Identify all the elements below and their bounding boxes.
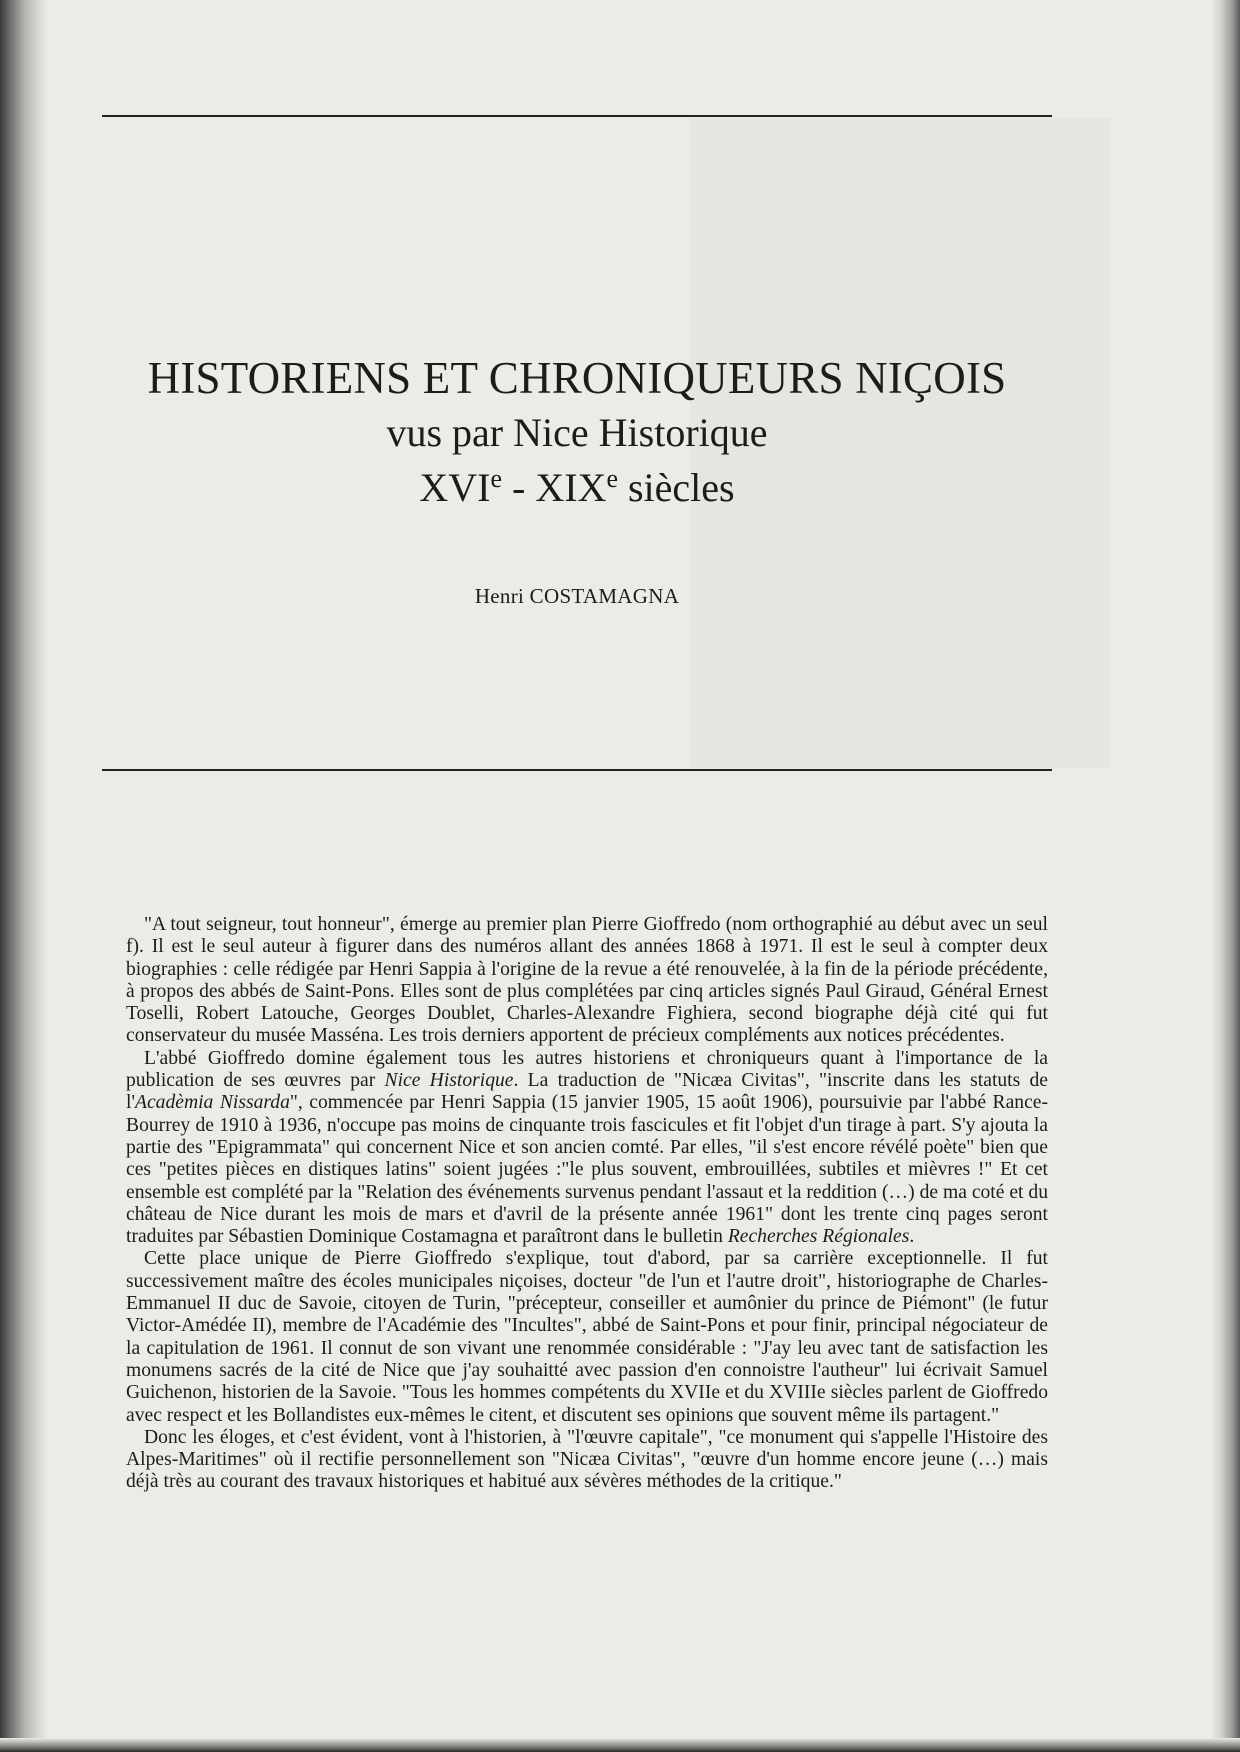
article-body bbox=[126, 914, 1048, 1494]
author-name: Henri COSTAMAGNA bbox=[474, 584, 680, 608]
page-edge-shadow bbox=[1210, 0, 1240, 1752]
paragraph-2-part-a: L'abbé Gioffredo domine également tous les autres historiens et chroniqueurs quant à l'importance de la publication de ses œuvres par bbox=[126, 1047, 1048, 1092]
century-end: XIX bbox=[535, 465, 607, 510]
paragraph-1: "A tout seigneur, tout honneur", émerge au premier plan Pierre Gioffredo (nom orthographié au début avec un seul f). Il est le seul auteur à figurer dans des numéros allant des années 1868 à 1971. Il est le seul à compter deux biographies : celle rédigée par Henri Sappia à l'origine de la revue a été renouvelée, à la fin de la période précédente, à propos des abbés de Saint-Pons. Elles sont de plus complétées par cinq articles signés Paul Giraud, Général Ernest Toselli, Robert Latouche, Georges Doublet, Charles-Alexandre Fighiera, second biographe déjà cité qui fut conservateur du musée Masséna. Les trois derniers apportent de précieux compléments aux notices précédentes. bbox=[126, 914, 1048, 1047]
article-subtitle: vus par Nice Historique bbox=[386, 410, 768, 455]
academy-name-italic: Acadèmia Nissarda bbox=[134, 1092, 290, 1114]
bottom-horizontal-rule bbox=[102, 769, 1052, 771]
paragraph-4: Donc les éloges, et c'est évident, vont à l'historien, à "l'œuvre capitale", "ce monument qui s'appelle l'Histoire des Alpes-Maritimes" où il rectifie personnellement son "Nicæa Civitas", "œuvre d'un homme encore jeune (…) mais déjà très au courant des travaux historiques et habitué aux sévères méthodes de la critique." bbox=[126, 1426, 1048, 1493]
century-separator: - bbox=[502, 465, 536, 510]
title-block bbox=[102, 350, 1052, 516]
article-title: HISTORIENS ET CHRONIQUEURS NIÇOIS bbox=[147, 353, 1007, 403]
century-range bbox=[102, 460, 1052, 516]
paragraph-2-part-c: ", commencée par Henri Sappia (15 janvier 1905, 15 août 1906), poursuivie par l'abbé Rance-Bourrey de 1910 à 1936, n'occupe pas moins de cinquante trois fascicules et fit l'objet d'un tirage à part. S'y ajouta la partie des "Epigrammata" qui concernent Nice et son ancien comté. Par elles, "il s'est encore révélé poète" bien que ces "petites pièces en distiques latins" soient jugées :"le plus souvent, embrouillées, subtiles et mièvres !" Et cet ensemble est complété par la "Relation des événements survenus pendant l'assaut et la reddition (…) de ma coté et du château de Nice durant les mois de mars et d'avril de la présente année 1961" dont les trente cinq pages seront traduites par Sébastien Dominique Costamagna et paraîtront dans le bulletin bbox=[126, 1092, 1049, 1248]
bulletin-title-italic: Recherches Régionales bbox=[727, 1226, 910, 1248]
paragraph-2-part-b: . La traduction de "Nicæa Civitas", "inscrite dans les statuts de l' bbox=[126, 1070, 1049, 1114]
century-end-superscript: e bbox=[606, 464, 618, 493]
page-bottom-edge bbox=[0, 1738, 1240, 1752]
book-gutter-shadow bbox=[0, 0, 48, 1752]
paragraph-3: Cette place unique de Pierre Gioffredo s'explique, tout d'abord, par sa carrière exceptionnelle. Il fut successivement maître des écoles municipales niçoises, docteur "de l'un et l'autre droit", historiographe de Charles-Emmanuel II duc de Savoie, citoyen de Turin, "précepteur, conseiller et aumônier du prince de Piémont" (le futur Victor-Amédée II), membre de l'Académie des "Incultes", abbé de Saint-Pons et pour finir, principal négociateur de la capitulation de 1961. Il connut de son vivant une renommée considérable : "J'ay leu avec tant de satisfaction les monumens sacrés de la cité de Nice que j'ay souhaitté avec passion d'en connoistre l'autheur" lui écrivait Samuel Guichenon, historien de la Savoie. "Tous les hommes compétents du XVIIe et du XVIIIe siècles parlent de Gioffredo avec respect et les Bollandistes eux-mêmes le citent, et discutent ses opinions que souvent même ils partagent." bbox=[126, 1248, 1048, 1426]
journal-title-italic: Nice Historique bbox=[384, 1070, 514, 1092]
century-start: XVI bbox=[419, 465, 491, 510]
top-horizontal-rule bbox=[102, 115, 1052, 117]
paragraph-2-part-d: . bbox=[909, 1226, 915, 1248]
century-start-superscript: e bbox=[490, 464, 503, 493]
century-suffix: siècles bbox=[617, 465, 735, 510]
paragraph-2 bbox=[126, 1048, 1048, 1249]
